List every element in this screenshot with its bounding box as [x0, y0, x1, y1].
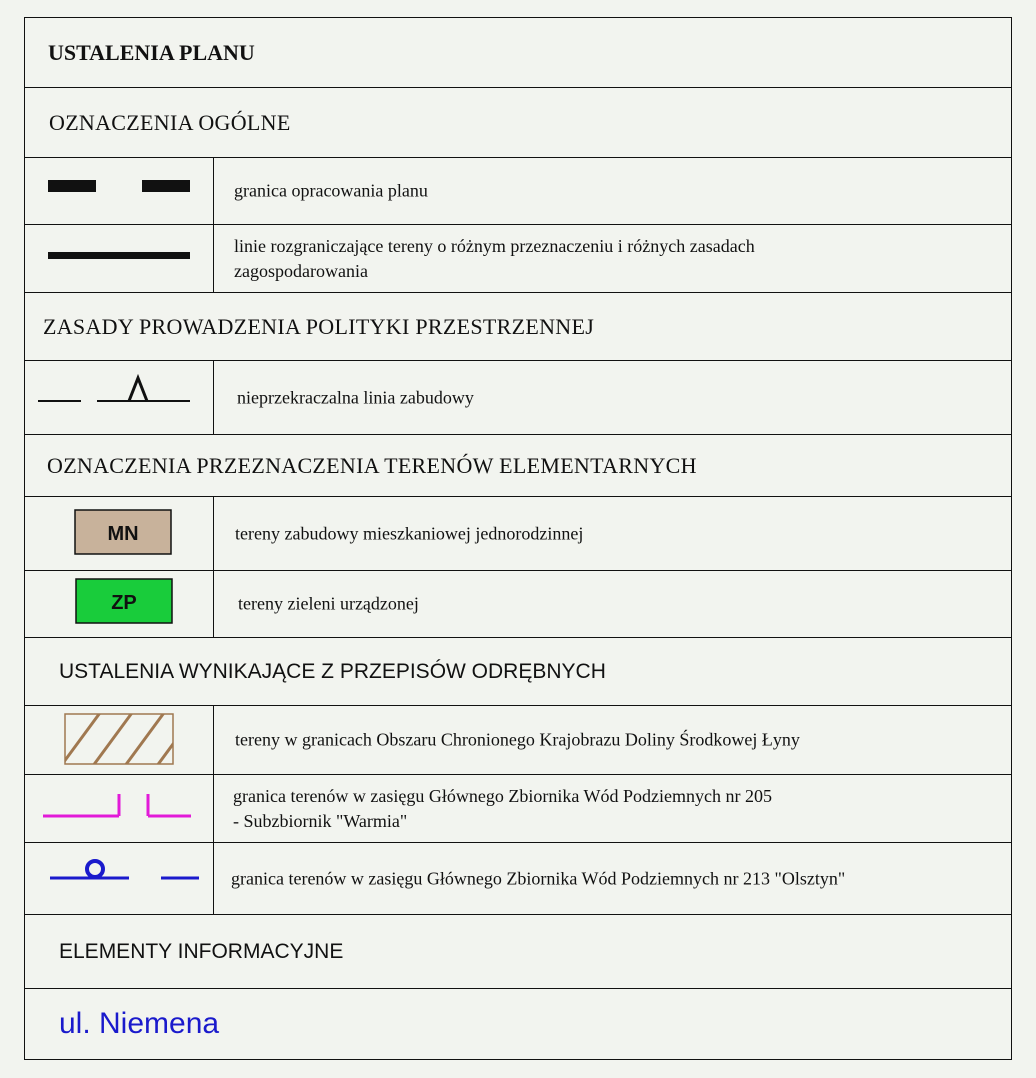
legend-table	[24, 17, 1012, 1060]
gzwp-213-label: granica terenów w zasięgu Głównego Zbiornika Wód Podziemnych nr 213 "Olsztyn"	[231, 868, 846, 888]
gzwp-205-label-line-1: granica terenów w zasięgu Głównego Zbiornika Wód Podziemnych nr 205	[233, 785, 773, 806]
legend-item-street-name	[25, 989, 1011, 1059]
legend-title-row	[25, 18, 1011, 88]
symbol-cell	[25, 497, 214, 570]
legend-item-demarcation-lines	[25, 225, 1011, 293]
section-general-row	[25, 88, 1011, 158]
mn-zone-box	[25, 497, 213, 570]
legend-item-zp	[25, 571, 1011, 638]
section-info-row	[25, 915, 1011, 989]
demarcation-label-line-1: linie rozgraniczające tereny o różnym przeznaczeniu i różnych zasadach	[234, 235, 755, 256]
legend-item-gzwp-205	[25, 775, 1011, 843]
demarcation-label	[213, 234, 1011, 284]
legend-item-gzwp-213	[25, 843, 1011, 915]
gzwp-205-label	[213, 784, 1011, 834]
mn-label: tereny zabudowy mieszkaniowej jednorodzinnej	[235, 523, 584, 543]
section-land-use-heading: OZNACZENIA PRZEZNACZENIA TERENÓW ELEMENTARNYCH	[47, 452, 697, 478]
solid-thick-line-icon	[25, 225, 213, 292]
protected-landscape-label: tereny w granicach Obszaru Chronionego Krajobrazu Doliny Środkowej Łyny	[235, 729, 800, 750]
zp-code-label: ZP	[111, 592, 137, 614]
section-spatial-policy-heading: ZASADY PROWADZENIA POLITYKI PRZESTRZENNEJ	[43, 313, 595, 339]
section-land-use-row	[25, 435, 1011, 497]
symbol-cell	[25, 706, 214, 774]
legend-item-plan-boundary	[25, 158, 1011, 225]
demarcation-label-line-2: zagospodarowania	[234, 260, 368, 281]
line-with-triangle-icon	[25, 361, 213, 434]
legend-title: USTALENIA PLANU	[48, 39, 255, 65]
zp-zone-box	[25, 571, 213, 637]
diagonal-hatch-icon	[25, 706, 213, 774]
symbol-cell	[25, 571, 214, 637]
symbol-cell	[25, 843, 214, 914]
section-info-heading: ELEMENTY INFORMACYJNE	[59, 939, 344, 963]
legend-item-mn	[25, 497, 1011, 571]
symbol-cell	[25, 775, 214, 842]
mn-code-label: MN	[107, 523, 139, 545]
section-separate-regs-heading: USTALENIA WYNIKAJĄCE Z PRZEPISÓW ODRĘBNYCH	[59, 659, 606, 683]
symbol-cell	[25, 225, 214, 292]
legend-item-building-line	[25, 361, 1011, 435]
bracket-line-icon	[25, 775, 213, 842]
section-general-heading: OZNACZENIA OGÓLNE	[49, 109, 291, 135]
plan-boundary-label: granica opracowania planu	[234, 180, 428, 201]
zp-label: tereny zieleni urządzonej	[238, 593, 419, 614]
street-name-label: ul. Niemena	[59, 1007, 220, 1040]
legend-item-protected-landscape	[25, 706, 1011, 775]
section-separate-regs-row	[25, 638, 1011, 706]
section-spatial-policy-row	[25, 293, 1011, 361]
circle-line-icon	[25, 843, 213, 914]
symbol-cell	[25, 158, 214, 224]
building-line-label: nieprzekraczalna linia zabudowy	[237, 387, 474, 407]
dashed-thick-line-icon	[25, 158, 213, 224]
symbol-cell	[25, 361, 214, 434]
gzwp-205-label-line-2: - Subzbiornik "Warmia"	[233, 810, 408, 831]
